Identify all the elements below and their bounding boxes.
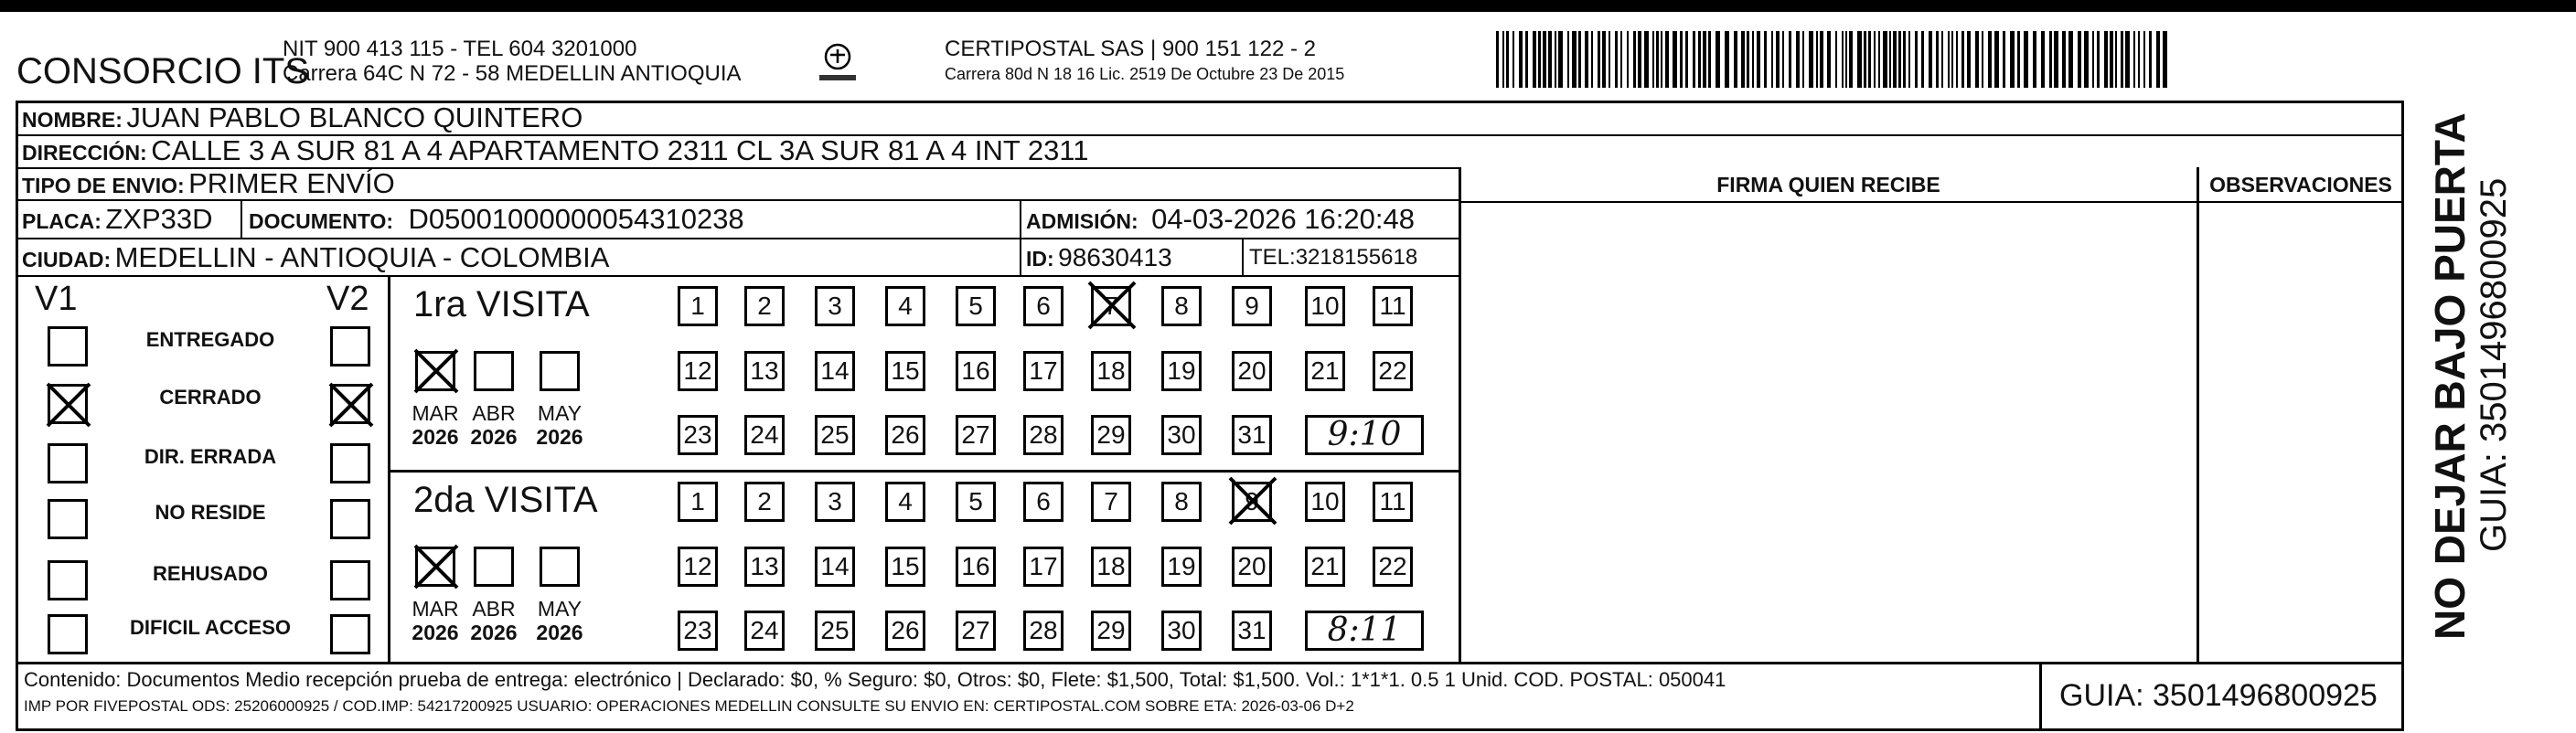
- barcode-bar: [2115, 31, 2117, 88]
- day-box[interactable]: 30: [1161, 611, 1202, 651]
- barcode-bar: [1633, 31, 1636, 88]
- status-label: DIFICIL ACCESO: [129, 616, 291, 639]
- barcode-bar: [1627, 31, 1629, 88]
- barcode-bar: [2097, 31, 2100, 88]
- tel-value: 3218155618: [1295, 245, 1418, 270]
- day-box[interactable]: 2: [744, 482, 785, 522]
- day-box[interactable]: 25: [815, 415, 855, 455]
- day-box[interactable]: 26: [885, 611, 925, 651]
- day-box[interactable]: 15: [885, 351, 925, 391]
- day-box[interactable]: 2: [744, 286, 785, 326]
- certipostal-logo-icon: [812, 38, 863, 90]
- barcode-bar: [1609, 31, 1610, 88]
- placa-row: [22, 203, 213, 236]
- footer-contenido: Contenido: Documentos Medio recepción prueba de entrega: electrónico | Declarado: $0, % Seguro: $0, Otros: $0, Flete: $1,500, Total: $1,500. Vol.: 1*1*1. 0.5 1 Unid. COD. POSTAL: 050041: [24, 668, 1726, 691]
- barcode-bar: [1816, 31, 1818, 88]
- day-box[interactable]: 9: [1232, 482, 1272, 522]
- footer-guia: GUIA: 3501496800925: [2059, 678, 2378, 713]
- day-box[interactable]: 17: [1023, 547, 1064, 587]
- day-box[interactable]: 8: [1161, 286, 1202, 326]
- ciudad-row: [22, 241, 609, 274]
- status-label: DIR. ERRADA: [144, 445, 277, 468]
- day-box[interactable]: 19: [1161, 351, 1202, 391]
- visit-time-box[interactable]: 8:11: [1305, 611, 1424, 651]
- day-box[interactable]: 12: [678, 547, 718, 587]
- id-value: 98630413: [1058, 243, 1172, 271]
- observaciones-label: OBSERVACIONES: [2209, 173, 2392, 197]
- barcode-bar: [1988, 31, 1992, 88]
- barcode-bar: [2054, 31, 2058, 88]
- barcode-bar: [1685, 31, 1688, 88]
- v1-check-x-icon: [44, 380, 93, 430]
- day-box[interactable]: 7: [1091, 286, 1131, 326]
- status-label: ENTREGADO: [145, 328, 275, 351]
- month-year: 2026: [470, 621, 518, 644]
- day-box[interactable]: 31: [1232, 611, 1272, 651]
- month-checkbox[interactable]: [540, 351, 580, 391]
- visit-time-box[interactable]: 9:10: [1305, 415, 1424, 455]
- month-label: [407, 597, 464, 644]
- status-v2-checkbox[interactable]: [330, 326, 370, 366]
- barcode-bar: [2062, 31, 2066, 88]
- barcode-bar: [1506, 31, 1509, 88]
- barcode-graphic: [1496, 31, 2174, 88]
- day-box[interactable]: 29: [1091, 611, 1131, 651]
- day-box[interactable]: 11: [1373, 286, 1413, 326]
- status-v1-checkbox[interactable]: [48, 326, 88, 366]
- day-box[interactable]: 28: [1023, 611, 1064, 651]
- placa-label: PLACA:: [22, 209, 102, 233]
- side-warning: NO DEJAR BAJO PUERTA: [2426, 112, 2474, 640]
- barcode-bar: [1591, 31, 1593, 88]
- day-box[interactable]: 18: [1091, 351, 1131, 391]
- month-label: [531, 597, 588, 644]
- nombre-value: JUAN PABLO BLANCO QUINTERO: [126, 101, 583, 133]
- month-check-x-icon: [412, 346, 461, 396]
- barcode-bar: [1874, 31, 1876, 88]
- side-guia: GUIA: 3501496800925: [2474, 177, 2514, 552]
- barcode-bar: [1708, 31, 1711, 88]
- barcode-bar: [2163, 31, 2167, 88]
- month-label: [465, 597, 522, 644]
- day-check-x-icon: [1226, 474, 1279, 527]
- status-v2-checkbox[interactable]: [330, 614, 370, 654]
- day-box[interactable]: 9: [1232, 286, 1272, 326]
- tel-row: [1249, 245, 1417, 271]
- day-box[interactable]: 12: [678, 351, 718, 391]
- barcode-bar: [1602, 31, 1606, 88]
- barcode-bar: [2156, 31, 2160, 88]
- barcode-bar: [1752, 31, 1754, 88]
- nit-line: NIT 900 413 115 - TEL 604 3201000: [283, 37, 637, 61]
- barcode-bar: [1776, 31, 1780, 88]
- barcode-bar: [1948, 31, 1950, 88]
- month-label: [531, 401, 588, 449]
- barcode-bar: [1975, 31, 1979, 88]
- month-label: [465, 401, 522, 449]
- barcode-bar: [1883, 31, 1887, 88]
- barcode-bar: [2078, 31, 2081, 88]
- footer-imp: IMP POR FIVEPOSTAL ODS: 25206000925 / COD.IMP: 54217200925 USUARIO: OPERACIONES MEDELLIN CONSULTE SU ENVIO EN: CERTIPOSTAL.COM SOBRE ETA: 2026-03-06 D+2: [24, 697, 1354, 715]
- barcode-bar: [2138, 31, 2140, 88]
- status-v1-checkbox[interactable]: [48, 614, 88, 654]
- barcode-bar: [1716, 31, 1720, 88]
- month-name: MAY: [537, 401, 583, 425]
- status-v1-checkbox[interactable]: [48, 443, 88, 483]
- barcode-bar: [1620, 31, 1622, 88]
- day-box[interactable]: 23: [678, 611, 718, 651]
- day-box[interactable]: 27: [956, 611, 996, 651]
- tipo-envio-row: [22, 167, 395, 200]
- barcode-bar: [1638, 31, 1641, 88]
- day-box[interactable]: 5: [956, 482, 996, 522]
- status-label: NO RESIDE: [155, 501, 266, 524]
- barcode-bar: [1673, 31, 1677, 88]
- placa-value: ZXP33D: [105, 203, 213, 235]
- day-box[interactable]: 26: [885, 415, 925, 455]
- month-name: ABR: [472, 597, 516, 621]
- barcode-bar: [1512, 31, 1514, 88]
- documento-row: [249, 203, 744, 236]
- month-checkbox[interactable]: [540, 547, 580, 587]
- barcode-bar: [1548, 31, 1552, 88]
- barcode-bar: [1893, 31, 1897, 88]
- barcode-bar: [2143, 31, 2145, 88]
- day-box[interactable]: 3: [815, 482, 855, 522]
- day-box[interactable]: 8: [1161, 482, 1202, 522]
- status-label: REHUSADO: [153, 562, 268, 585]
- day-box[interactable]: 6: [1023, 482, 1064, 522]
- day-box[interactable]: 27: [956, 415, 996, 455]
- day-box[interactable]: 15: [885, 547, 925, 587]
- visit-title: 2da VISITA: [413, 480, 598, 520]
- day-box[interactable]: 24: [744, 611, 785, 651]
- barcode-bar: [1849, 31, 1853, 88]
- barcode-bar: [1864, 31, 1866, 88]
- day-box[interactable]: 14: [815, 351, 855, 391]
- day-box[interactable]: 16: [956, 547, 996, 587]
- day-box[interactable]: 13: [744, 351, 785, 391]
- barcode-bar: [1936, 31, 1939, 88]
- barcode-bar: [1665, 31, 1669, 88]
- barcode-bar: [1703, 31, 1706, 88]
- barcode-bar: [1525, 31, 1528, 88]
- day-box[interactable]: 19: [1161, 547, 1202, 587]
- barcode-bar: [2041, 31, 2045, 88]
- v2-label: V2: [326, 280, 369, 318]
- direccion-row: [22, 134, 1089, 167]
- month-name: MAR: [412, 401, 459, 425]
- day-box[interactable]: 3: [815, 286, 855, 326]
- day-box[interactable]: 4: [885, 286, 925, 326]
- barcode-bar: [1764, 31, 1767, 88]
- barcode-bar: [1956, 31, 1958, 88]
- barcode-bar: [1533, 31, 1536, 88]
- ciudad-label: CIUDAD:: [22, 248, 112, 271]
- barcode-bar: [1543, 31, 1546, 88]
- visit-title: 1ra VISITA: [413, 284, 590, 324]
- barcode-bar: [1961, 31, 1964, 88]
- barcode-bar: [1915, 31, 1918, 88]
- barcode-bar: [1652, 31, 1654, 88]
- barcode-bar: [1661, 31, 1662, 88]
- barcode-bar: [1802, 31, 1804, 88]
- day-box[interactable]: 20: [1232, 351, 1272, 391]
- company-name: CONSORCIO ITS: [16, 51, 310, 91]
- barcode-bar: [1789, 31, 1791, 88]
- month-checkbox[interactable]: [474, 351, 514, 391]
- certipostal-address: Carrera 80d N 18 16 Lic. 2519 De Octubre 23 De 2015: [945, 65, 1345, 83]
- tipo-envio-label: TIPO DE ENVIO:: [22, 174, 185, 197]
- day-box[interactable]: 24: [744, 415, 785, 455]
- barcode-bar: [1820, 31, 1823, 88]
- day-box[interactable]: 29: [1091, 415, 1131, 455]
- barcode-bar: [2084, 31, 2089, 88]
- ciudad-value: MEDELLIN - ANTIOQUIA - COLOMBIA: [114, 241, 610, 273]
- barcode-bar: [1994, 31, 1999, 88]
- day-box[interactable]: 10: [1305, 482, 1345, 522]
- documento-label: DOCUMENTO:: [249, 209, 394, 233]
- documento-value: D05001000000054310238: [408, 203, 744, 235]
- month-name: ABR: [472, 401, 516, 425]
- barcode-bar: [1929, 31, 1932, 88]
- month-year: 2026: [536, 621, 583, 644]
- barcode-bar: [2003, 31, 2005, 88]
- barcode-bar: [1941, 31, 1943, 88]
- status-label: CERRADO: [159, 386, 262, 409]
- barcode-bar: [1615, 31, 1618, 88]
- barcode-bar: [1578, 31, 1581, 88]
- barcode-bar: [1782, 31, 1784, 88]
- day-box[interactable]: 7: [1091, 482, 1131, 522]
- barcode-bar: [1747, 31, 1749, 88]
- direccion-value: CALLE 3 A SUR 81 A 4 APARTAMENTO 2311 CL 3A SUR 81 A 4 INT 2311: [151, 134, 1089, 166]
- day-box[interactable]: 31: [1232, 415, 1272, 455]
- barcode-bar: [1827, 31, 1831, 88]
- barcode-bar: [1889, 31, 1891, 88]
- direccion-label: DIRECCIÓN:: [22, 141, 147, 165]
- id-row: [1026, 243, 1172, 272]
- barcode-bar: [2033, 31, 2036, 88]
- barcode-bar: [1698, 31, 1701, 88]
- barcode-bar: [1771, 31, 1773, 88]
- status-v1-checkbox[interactable]: [48, 499, 88, 539]
- v1-label: V1: [35, 280, 78, 318]
- barcode-bar: [1908, 31, 1910, 88]
- status-v2-checkbox[interactable]: [330, 443, 370, 483]
- barcode-bar: [1585, 31, 1588, 88]
- barcode-bar: [1680, 31, 1683, 88]
- nombre-label: NOMBRE:: [22, 108, 123, 132]
- tipo-envio-value: PRIMER ENVÍO: [188, 167, 395, 199]
- month-check-x-icon: [412, 542, 461, 591]
- barcode-bar: [1903, 31, 1906, 88]
- barcode-bar: [1796, 31, 1800, 88]
- month-checkbox[interactable]: [474, 547, 514, 587]
- status-v2-checkbox[interactable]: [330, 560, 370, 600]
- barcode-bar: [2125, 31, 2130, 88]
- status-v2-checkbox[interactable]: [330, 499, 370, 539]
- day-box[interactable]: 21: [1305, 351, 1345, 391]
- barcode-bar: [2017, 31, 2020, 88]
- barcode-bar: [1725, 31, 1729, 88]
- top-black-bar: [0, 0, 2576, 12]
- barcode-bar: [1734, 31, 1737, 88]
- barcode-bar: [1868, 31, 1871, 88]
- month-name: MAY: [537, 597, 583, 621]
- barcode-bar: [1898, 31, 1901, 88]
- nombre-row: [22, 101, 583, 134]
- barcode-bar: [1555, 31, 1556, 88]
- barcode-bar: [1842, 31, 1844, 88]
- day-check-x-icon: [1085, 279, 1138, 332]
- company-address: Carrera 64C N 72 - 58 MEDELLIN ANTIOQUIA: [283, 61, 742, 86]
- admision-row: [1026, 203, 1415, 236]
- barcode-bar: [2104, 31, 2108, 88]
- day-box[interactable]: 22: [1373, 351, 1413, 391]
- barcode-bar: [2068, 31, 2073, 88]
- barcode-bar: [1496, 31, 1499, 88]
- tel-label: TEL:: [1249, 245, 1296, 270]
- day-box[interactable]: 22: [1373, 547, 1413, 587]
- barcode-bar: [1809, 31, 1813, 88]
- month-year: 2026: [412, 425, 459, 449]
- barcode-bar: [1835, 31, 1837, 88]
- barcode-bar: [1656, 31, 1659, 88]
- day-box[interactable]: 6: [1023, 286, 1064, 326]
- barcode-bar: [1857, 31, 1862, 88]
- barcode-bar: [2133, 31, 2135, 88]
- barcode-bar: [1967, 31, 1971, 88]
- barcode-bar: [1757, 31, 1760, 88]
- barcode-bar: [1538, 31, 1541, 88]
- barcode-bar: [2149, 31, 2152, 88]
- month-year: 2026: [536, 425, 583, 449]
- month-name: MAR: [412, 597, 459, 621]
- barcode-bar: [1572, 31, 1577, 88]
- day-box[interactable]: 4: [885, 482, 925, 522]
- month-label: [407, 401, 464, 449]
- day-box[interactable]: 1: [678, 482, 718, 522]
- day-box[interactable]: 28: [1023, 415, 1064, 455]
- certipostal-line: CERTIPOSTAL SAS | 900 151 122 - 2: [945, 37, 1316, 61]
- barcode-bar: [1519, 31, 1523, 88]
- barcode-bar: [1878, 31, 1880, 88]
- barcode-bar: [1845, 31, 1847, 88]
- month-year: 2026: [412, 621, 459, 644]
- day-box[interactable]: 25: [815, 611, 855, 651]
- barcode-bar: [2049, 31, 2052, 88]
- day-box[interactable]: 21: [1305, 547, 1345, 587]
- barcode-bar: [1741, 31, 1745, 88]
- admision-label: ADMISIÓN:: [1026, 209, 1138, 233]
- barcode-bar: [2010, 31, 2015, 88]
- v2-check-x-icon: [326, 380, 376, 430]
- day-box[interactable]: 20: [1232, 547, 1272, 587]
- day-box[interactable]: 23: [678, 415, 718, 455]
- barcode-bar: [1567, 31, 1569, 88]
- day-box[interactable]: 10: [1305, 286, 1345, 326]
- barcode-bar: [1693, 31, 1695, 88]
- day-box[interactable]: 1: [678, 286, 718, 326]
- day-box[interactable]: 5: [956, 286, 996, 326]
- barcode-bar: [1502, 31, 1504, 88]
- day-box[interactable]: 17: [1023, 351, 1064, 391]
- barcode-bar: [2110, 31, 2113, 88]
- barcode-bar: [1921, 31, 1924, 88]
- barcode-bar: [2024, 31, 2028, 88]
- admision-value: 04-03-2026 16:20:48: [1151, 203, 1415, 235]
- firma-label: FIRMA QUIEN RECIBE: [1716, 173, 1940, 197]
- day-box[interactable]: 13: [744, 547, 785, 587]
- barcode-bar: [1951, 31, 1953, 88]
- day-box[interactable]: 18: [1091, 547, 1131, 587]
- day-box[interactable]: 14: [815, 547, 855, 587]
- day-box[interactable]: 11: [1373, 482, 1413, 522]
- status-v1-checkbox[interactable]: [48, 560, 88, 600]
- barcode-bar: [2121, 31, 2123, 88]
- barcode-bar: [1598, 31, 1600, 88]
- day-box[interactable]: 16: [956, 351, 996, 391]
- day-box[interactable]: 30: [1161, 415, 1202, 455]
- id-label: ID:: [1026, 247, 1054, 271]
- month-year: 2026: [470, 425, 518, 449]
- barcode-bar: [1982, 31, 1983, 88]
- barcode-bar: [2092, 31, 2094, 88]
- barcode-bar: [1558, 31, 1563, 88]
- barcode-bar: [1644, 31, 1649, 88]
